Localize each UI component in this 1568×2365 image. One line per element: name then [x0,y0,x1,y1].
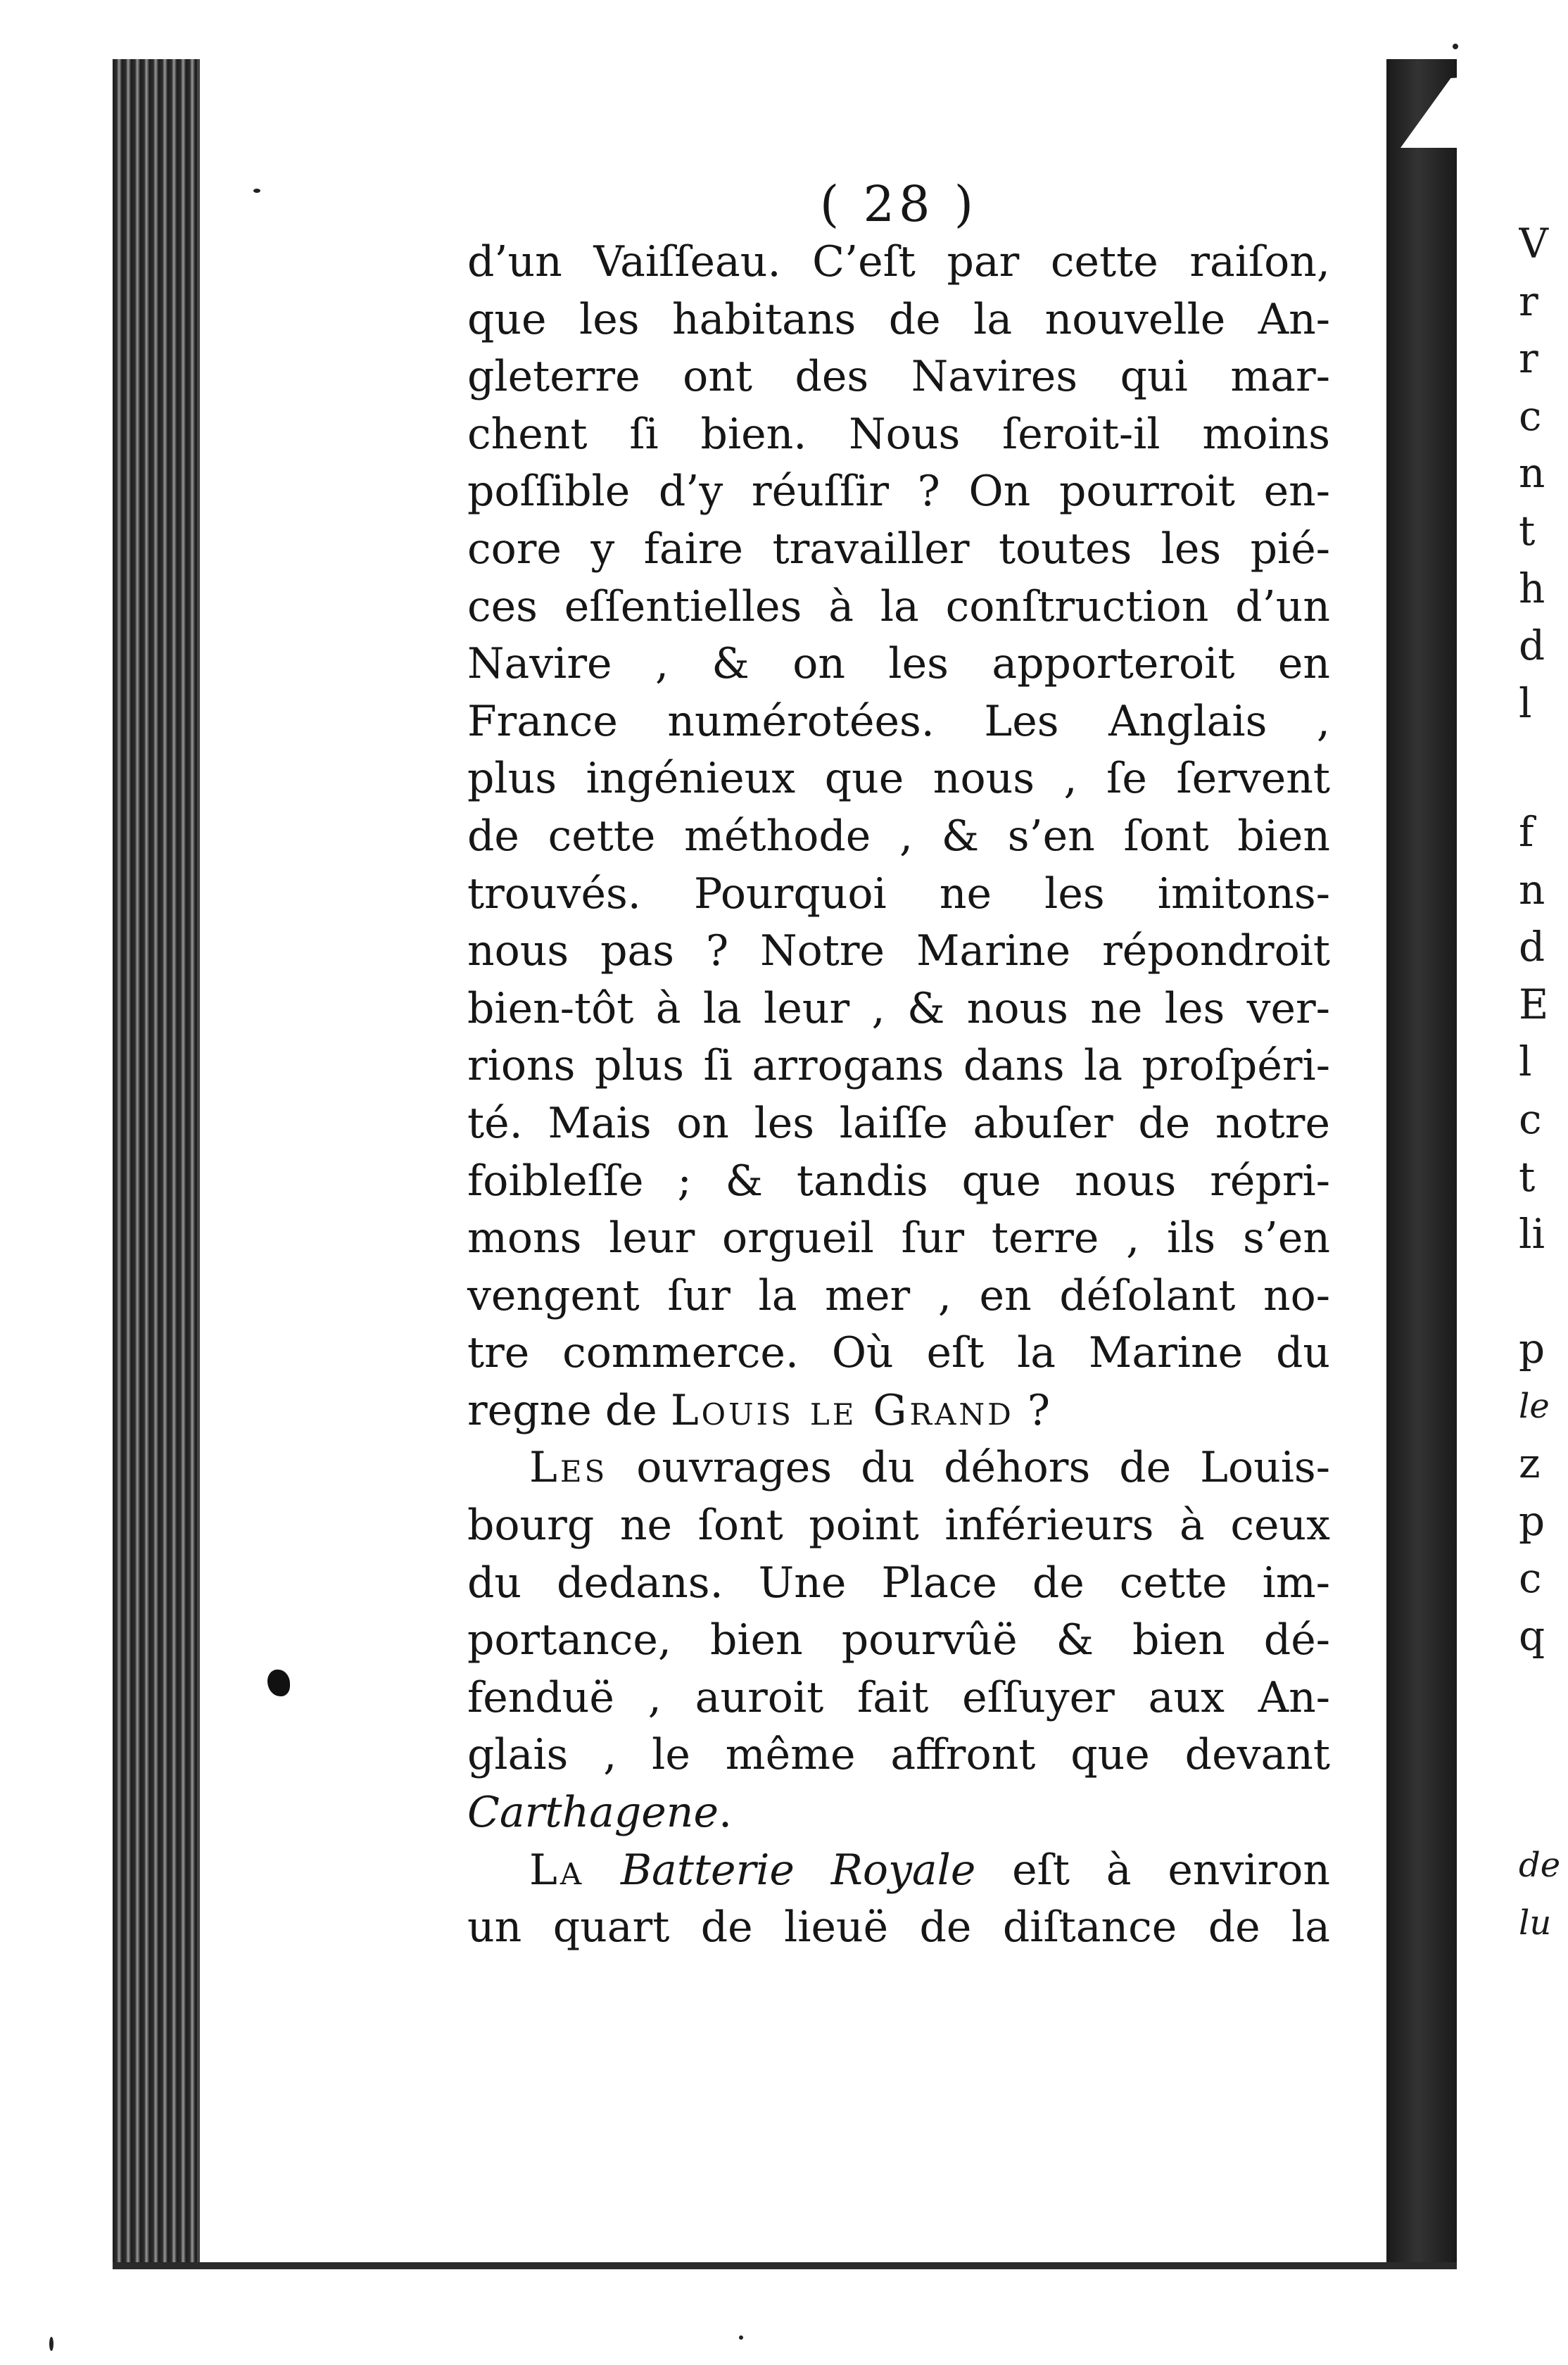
text-line [467,1899,1330,1957]
text-line [467,1497,1330,1555]
ink-speck [49,2337,53,2351]
scan-margin-left [0,0,113,2365]
text-segment: rions plus ſi arrogans dans la proſpéri- [467,1041,1330,1091]
facing-page-fragments-lower [1519,1320,1568,1665]
facing-fragment: r [1519,334,1538,383]
text-segment: poſſible d’y réuſſir ? On pourroit en- [467,467,1330,517]
text-segment: que les habitans de la nouvelle An- [467,294,1330,344]
text-line [467,866,1330,923]
text-segment: regne de [467,1385,671,1435]
facing-fragment: c [1519,1095,1542,1143]
text-segment: Navire , & on les apporteroit en [467,639,1330,689]
text-segment: plus ingénieux que nous , ſe ſervent [467,754,1330,804]
facing-fragment: l [1519,679,1532,727]
book-gutter [1386,59,1457,2262]
text-line [467,808,1330,866]
text-segment: vengent ſur la mer , en déſolant no- [467,1270,1330,1320]
text-line [467,579,1330,636]
facing-fragment: h [1519,564,1545,612]
ink-speck [739,2335,743,2340]
text-segment: trouvés. Pourquoi ne les imitons- [467,869,1330,919]
text-segment: bien-tôt à la leur , & nous ne les ver- [467,983,1330,1033]
facing-fragment: f [1519,808,1534,856]
text-segment: La [529,1845,585,1895]
text-line [467,636,1330,693]
text-line [467,750,1330,808]
text-segment: un quart de lieuë de diſtance de la [467,1903,1330,1953]
text-segment: France numérotées. Les Anglais , [467,696,1330,746]
facing-fragment: V [1519,220,1548,267]
text-segment: ? [1013,1385,1051,1435]
text-segment: chent ſi bien. Nous ſeroit-il moins [467,409,1330,459]
text-line [467,406,1330,464]
text-segment: Carthagene [467,1788,719,1838]
text-line [467,1095,1330,1153]
page-text [467,176,1330,1957]
facing-fragment: c [1519,1554,1542,1603]
facing-fragment: li [1519,1210,1545,1259]
text-segment: mons leur orgueil ſur terre , ils s’en [467,1213,1330,1263]
facing-fragment: z [1519,1439,1541,1488]
text-line [467,693,1330,751]
text-line [467,923,1330,980]
text-segment: core y faire travailler toutes les pié- [467,524,1330,574]
facing-fragment: d [1519,622,1545,670]
text-line [467,291,1330,349]
text-line [467,1842,1330,1900]
text-segment: du dedans. Une Place de cette im- [467,1558,1330,1608]
text-line [467,463,1330,521]
text-lines [467,234,1330,1957]
text-line [467,1670,1330,1727]
facing-fragment: r [1519,277,1538,325]
text-line [467,1727,1330,1784]
text-segment: bourg ne ſont point inférieurs à ceux [467,1501,1330,1551]
text-segment: gleterre ont des Navires qui mar- [467,352,1330,402]
text-segment: d’un Vaiſſeau. C’eſt par cette raiſon, [467,237,1330,286]
facing-fragment: q [1519,1611,1545,1660]
facing-fragment: E [1519,980,1549,1028]
facing-fragment: p [1519,1325,1545,1373]
facing-fragment: p [1519,1496,1545,1545]
ink-speck [253,189,260,193]
facing-fragment: l [1519,1038,1532,1086]
facing-fragment: t [1519,506,1536,555]
text-segment: té. Mais on les laiſſe abuſer de notre [467,1098,1330,1148]
page-bottom-shadow [113,2262,1457,2269]
text-segment: portance, bien pourvûë & bien dé- [467,1615,1330,1665]
text-line [467,1612,1330,1670]
facing-page-fragments-top [1519,215,1568,732]
page-number: ( 28 ) [819,175,978,233]
facing-page-fragments-bottom [1519,1837,1568,1952]
facing-fragment: t [1519,1152,1536,1201]
text-line [467,1210,1330,1268]
facing-page-fragments-middle [1519,804,1568,1263]
text-segment: tre commerce. Où eſt la Marine du [467,1328,1330,1378]
facing-fragment: c [1519,391,1542,440]
text-line [467,1325,1330,1382]
scan-margin-bottom [0,2262,1568,2365]
ink-speck [1453,44,1458,49]
text-line [467,980,1330,1038]
facing-fragment: n [1519,865,1545,914]
page-edges [113,59,197,2262]
text-line [467,348,1330,406]
text-segment: eſt à environ [975,1845,1330,1895]
text-segment: Louis le Grand [670,1385,1014,1435]
text-line [467,521,1330,579]
text-segment: de cette méthode , & s’en ſont bien [467,811,1330,861]
facing-fragment: d [1519,923,1545,971]
text-segment: nous pas ? Notre Marine répondroit [467,926,1330,976]
text-line [467,1439,1330,1497]
text-line [467,1268,1330,1325]
text-segment: Batterie Royale [620,1845,976,1895]
text-line [467,1038,1330,1095]
text-segment: ces eſſentielles à la conſtruction d’un [467,581,1330,631]
facing-fragment: lu [1519,1903,1552,1943]
text-segment: fenduë , auroit fait eſſuyer aux An- [467,1672,1330,1722]
text-line [467,1153,1330,1211]
text-line [467,234,1330,291]
text-line [467,1784,1330,1842]
text-segment: foibleſſe ; & tandis que nous répri- [467,1156,1330,1206]
text-segment: . [718,1788,733,1838]
facing-fragment: le [1519,1386,1550,1426]
text-line [467,1555,1330,1613]
text-segment: glais , le même affront que devant [467,1730,1330,1780]
facing-fragment: n [1519,449,1545,498]
text-segment: Les [529,1443,608,1493]
text-segment: ouvrages du déhors de Louis- [607,1443,1330,1493]
facing-fragment: de [1519,1846,1561,1885]
text-line [467,1382,1330,1440]
text-segment [584,1846,621,1895]
